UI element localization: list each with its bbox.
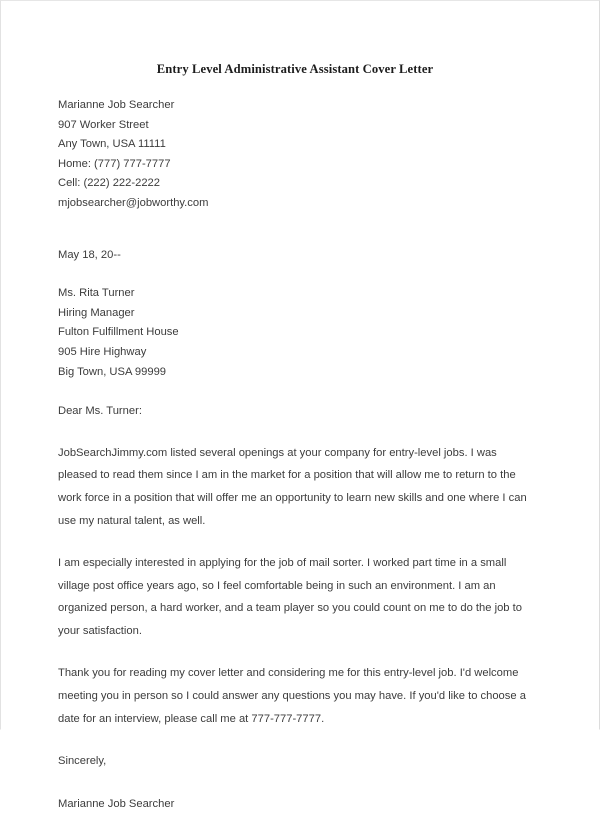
sender-email: mjobsearcher@jobworthy.com: [58, 196, 209, 209]
sender-home-phone: Home: (777) 777-7777: [58, 157, 171, 170]
letter-date: May 18, 20--: [58, 248, 121, 261]
salutation: Dear Ms. Turner:: [58, 405, 142, 418]
closing-salutation: Sincerely,: [58, 755, 107, 768]
recipient-city-state-zip: Big Town, USA 99999: [58, 365, 167, 378]
sender-city-state-zip: Any Town, USA 11111: [58, 138, 166, 151]
sender-cell-phone: Cell: (222) 222-2222: [58, 177, 160, 190]
recipient-name: Ms. Rita Turner: [58, 287, 135, 300]
body-paragraph-3: Thank you for reading my cover letter and considering me for this entry-level job. I'd welcome meeting you in person so I could answer any questions you may have. If you'd like to choose a date for an interview, please call me at 777-777-7777.: [58, 667, 526, 725]
recipient-street: 905 Hire Highway: [58, 345, 147, 358]
sender-street: 907 Worker Street: [58, 118, 149, 131]
body-paragraph-1: JobSearchJimmy.com listed several openings at your company for entry-level jobs. I was pleased to read them since I am in the market for a position that will allow me to return to the work force in a position that will offer me an opportunity to learn new skills and one where I can use my natural talent, as well.: [58, 446, 527, 527]
sender-address-block: [58, 96, 532, 214]
recipient-address-block: [58, 284, 532, 382]
document-title: Entry Level Administrative Assistant Cover Letter: [156, 62, 434, 76]
recipient-job-title: Hiring Manager: [58, 306, 135, 319]
sender-name: Marianne Job Searcher: [58, 99, 175, 111]
signature-name: Marianne Job Searcher: [58, 797, 175, 810]
letter-body: [58, 1, 532, 814]
body-paragraph-2: I am especially interested in applying for the job of mail sorter. I worked part time in a small village post office years ago, so I feel comfortable being in such an environment. I am an organized person, a hard worker, and a team player so you could count on me to do the job to your satisfaction.: [58, 557, 522, 637]
recipient-company: Fulton Fulfillment House: [58, 326, 179, 339]
